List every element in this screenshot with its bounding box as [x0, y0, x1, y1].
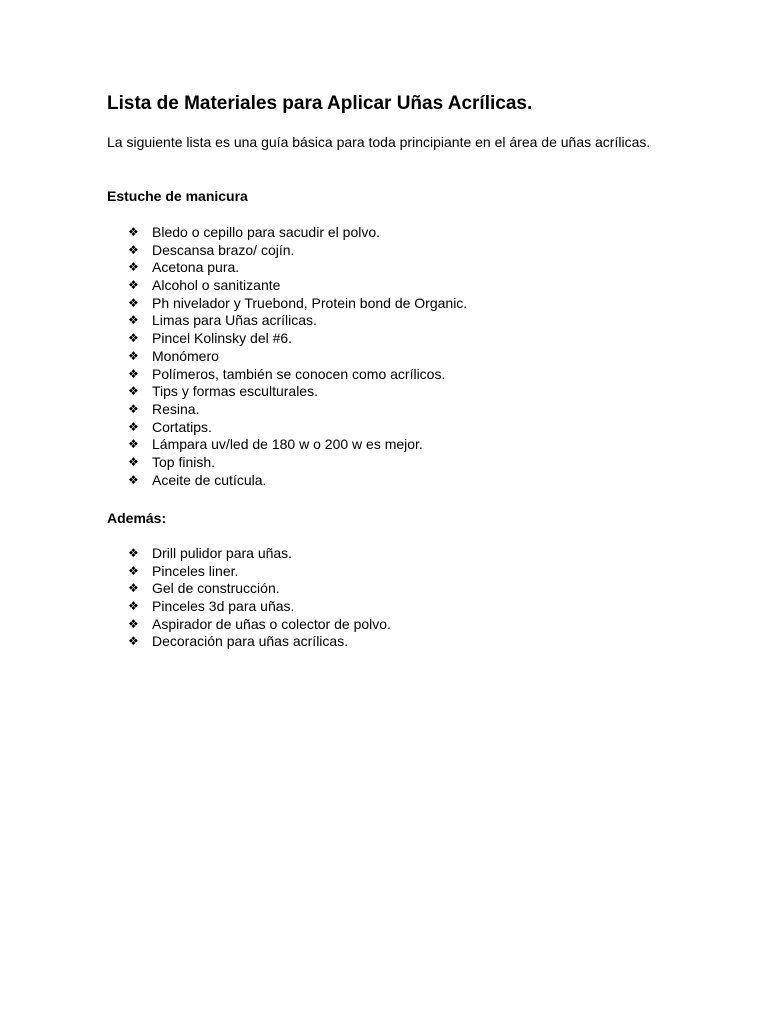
list-item-text: Polímeros, también se conocen como acrílicos.: [152, 365, 446, 382]
intro-paragraph: La siguiente lista es una guía básica para toda principiante en el área de uñas acrílicas.: [107, 134, 651, 150]
diamond-bullet-icon: ❖: [128, 563, 139, 578]
diamond-bullet-icon: ❖: [128, 419, 139, 434]
list-item-text: Descansa brazo/ cojín.: [152, 241, 295, 258]
list-item-text: Resina.: [152, 400, 200, 417]
section-heading-additional: Además:: [107, 510, 167, 526]
list-item: [128, 472, 467, 490]
list-item: [128, 454, 467, 472]
list-item-text: Cortatips.: [152, 418, 212, 435]
diamond-bullet-icon: ❖: [128, 472, 139, 487]
list-item-text: Drill pulidor para uñas.: [152, 545, 293, 561]
diamond-bullet-icon: ❖: [128, 581, 139, 596]
list-item: [128, 633, 391, 651]
diamond-bullet-icon: ❖: [128, 331, 139, 346]
list-item-text: Decoración para uñas acrílicas.: [152, 633, 349, 650]
list-item: [128, 580, 391, 598]
list-item-text: Aceite de cutícula.: [152, 471, 267, 488]
list-item: [128, 224, 467, 242]
additional-items-list: [128, 545, 391, 651]
list-item: [128, 419, 467, 437]
diamond-bullet-icon: ❖: [128, 546, 139, 560]
list-item: [128, 242, 467, 260]
list-item: [128, 436, 467, 454]
diamond-bullet-icon: ❖: [128, 366, 139, 381]
diamond-bullet-icon: ❖: [128, 384, 139, 399]
diamond-bullet-icon: ❖: [128, 242, 139, 257]
list-item-text: Aspirador de uñas o colector de polvo.: [152, 615, 391, 632]
section-heading-manicure-kit: Estuche de manicura: [107, 188, 248, 204]
list-item-text: Pinceles liner.: [152, 562, 239, 579]
list-item: [128, 383, 467, 401]
list-item-text: Gel de construcción.: [152, 580, 280, 597]
list-item-text: Alcohol o sanitizante: [152, 277, 281, 294]
list-item: [128, 330, 467, 348]
diamond-bullet-icon: ❖: [128, 599, 139, 614]
list-item: [128, 545, 391, 563]
diamond-bullet-icon: ❖: [128, 225, 139, 239]
list-item: [128, 295, 467, 313]
list-item: [128, 312, 467, 330]
list-item-text: Tips y formas esculturales.: [152, 383, 318, 400]
list-item-text: Acetona pura.: [152, 259, 240, 276]
list-item-text: Limas para Uñas acrílicas.: [152, 312, 317, 329]
list-item-text: Bledo o cepillo para sacudir el polvo.: [152, 224, 381, 240]
diamond-bullet-icon: ❖: [128, 348, 139, 363]
list-item: [128, 366, 467, 384]
list-item-text: Monómero: [152, 347, 219, 364]
list-item-text: Pinceles 3d para uñas.: [152, 598, 295, 615]
list-item-text: Ph nivelador y Truebond, Protein bond de Organic.: [152, 294, 468, 311]
diamond-bullet-icon: ❖: [128, 454, 139, 469]
list-item: [128, 259, 467, 277]
page-title: Lista de Materiales para Aplicar Uñas Acrílicas.: [107, 93, 533, 114]
diamond-bullet-icon: ❖: [128, 634, 139, 649]
diamond-bullet-icon: ❖: [128, 313, 139, 328]
diamond-bullet-icon: ❖: [128, 437, 139, 452]
list-item: [128, 563, 391, 581]
list-item: [128, 348, 467, 366]
diamond-bullet-icon: ❖: [128, 616, 139, 631]
list-item-text: Pincel Kolinsky del #6.: [152, 330, 293, 347]
list-item: [128, 401, 467, 419]
manicure-kit-list: [128, 224, 467, 489]
diamond-bullet-icon: ❖: [128, 260, 139, 275]
list-item-text: Top finish.: [152, 453, 216, 470]
diamond-bullet-icon: ❖: [128, 295, 139, 310]
list-item: [128, 277, 467, 295]
diamond-bullet-icon: ❖: [128, 401, 139, 416]
diamond-bullet-icon: ❖: [128, 278, 139, 293]
list-item: [128, 598, 391, 616]
list-item: [128, 616, 391, 634]
list-item-text: Lámpara uv/led de 180 w o 200 w es mejor.: [152, 436, 423, 453]
